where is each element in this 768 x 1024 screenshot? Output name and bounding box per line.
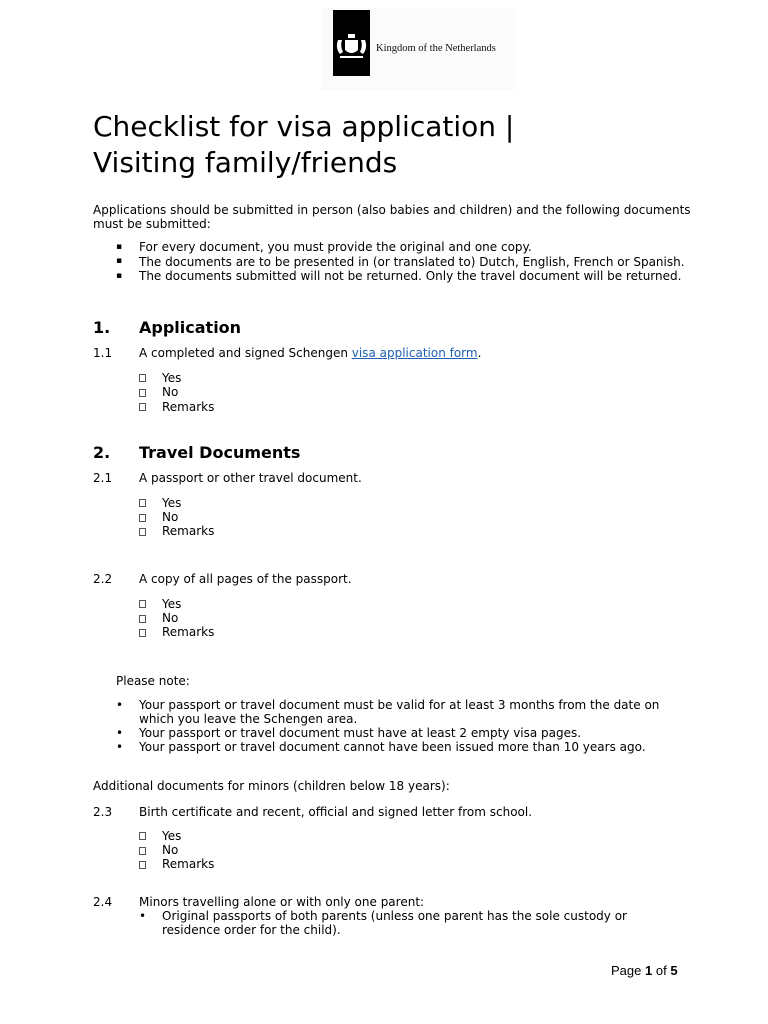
checkbox-2-1-yes[interactable]: [139, 499, 146, 507]
checkbox-2-1-no[interactable]: [139, 514, 146, 522]
option-no-label: No: [162, 385, 179, 399]
section-1-number: 1.: [93, 318, 111, 337]
bullet-icon: •: [139, 909, 147, 923]
section-2-title: Travel Documents: [139, 443, 301, 462]
note-bullet: Your passport or travel document must be valid for at least 3 months from the date on: [139, 698, 660, 712]
visa-application-form-link[interactable]: visa application form: [351, 346, 478, 360]
option-yes-label: Yes: [162, 829, 182, 843]
option-no-label: No: [162, 510, 179, 524]
option-remarks-label: Remarks: [162, 625, 215, 639]
item-2-1-text: A passport or other travel document.: [139, 471, 362, 485]
checkbox-2-2-yes[interactable]: [139, 600, 146, 608]
square-bullet-icon: ▪: [116, 271, 123, 281]
item-2-1-number: 2.1: [93, 471, 113, 485]
checkbox-1-1-no[interactable]: [139, 389, 146, 397]
page-word: Page: [611, 963, 642, 978]
coat-of-arms-icon: [333, 10, 370, 76]
intro-text-line-1: Applications should be submitted in person (also babies and children) and the following documents: [93, 203, 691, 217]
option-yes-label: Yes: [162, 597, 182, 611]
note-bullet-continued: which you leave the Schengen area.: [139, 712, 358, 726]
item-1-1-number: 1.1: [93, 346, 113, 360]
item-2-3-number: 2.3: [93, 805, 113, 819]
option-yes-label: Yes: [162, 371, 182, 385]
checkbox-1-1-remarks[interactable]: [139, 403, 146, 411]
item-2-3-text: Birth certificate and recent, official and signed letter from school.: [139, 805, 533, 819]
checkbox-2-3-remarks[interactable]: [139, 861, 146, 869]
square-bullet-icon: ▪: [116, 256, 123, 266]
checkbox-2-1-remarks[interactable]: [139, 528, 146, 536]
intro-bullet: The documents submitted will not be returned. Only the travel document will be returned.: [139, 269, 682, 283]
bullet-icon: •: [116, 726, 124, 740]
bullet-icon: •: [116, 740, 124, 754]
page-number: [611, 963, 678, 978]
checkbox-2-2-remarks[interactable]: [139, 629, 146, 637]
option-remarks-label: Remarks: [162, 400, 215, 414]
of-word: of: [655, 963, 667, 978]
item-2-2-number: 2.2: [93, 572, 113, 586]
section-1-title: Application: [139, 318, 242, 337]
option-no-label: No: [162, 843, 179, 857]
current-page: 1: [645, 963, 653, 978]
item-1-1-text-before: A completed and signed Schengen: [139, 346, 352, 360]
item-2-4-number: 2.4: [93, 895, 113, 909]
minors-heading: Additional documents for minors (children below 18 years):: [93, 779, 450, 793]
item-2-2-text: A copy of all pages of the passport.: [139, 572, 352, 586]
note-label: Please note:: [116, 674, 190, 688]
checkbox-2-2-no[interactable]: [139, 615, 146, 623]
page-title-line-1: Checklist for visa application |: [93, 110, 515, 143]
intro-bullet: For every document, you must provide the original and one copy.: [139, 240, 532, 254]
square-bullet-icon: ▪: [116, 242, 123, 252]
checkbox-2-3-no[interactable]: [139, 847, 146, 855]
intro-text-line-2: must be submitted:: [93, 217, 211, 231]
checkbox-2-3-yes[interactable]: [139, 832, 146, 840]
note-bullet: Your passport or travel document must have at least 2 empty visa pages.: [139, 726, 582, 740]
item-1-1-text-after: .: [477, 346, 482, 360]
intro-bullet: The documents are to be presented in (or translated to) Dutch, English, French or Spanish.: [139, 255, 685, 269]
item-2-4-bullet-continued: residence order for the child).: [162, 923, 341, 937]
item-2-4-bullet: Original passports of both parents (unless one parent has the sole custody or: [162, 909, 627, 923]
logo-text: Kingdom of the Netherlands: [376, 43, 496, 54]
item-2-4-text: Minors travelling alone or with only one parent:: [139, 895, 425, 909]
option-yes-label: Yes: [162, 496, 182, 510]
checkbox-1-1-yes[interactable]: [139, 374, 146, 382]
bullet-icon: •: [116, 698, 124, 712]
item-1-1-text: [139, 346, 481, 361]
note-bullet: Your passport or travel document cannot have been issued more than 10 years ago.: [139, 740, 646, 754]
page-title-line-2: Visiting family/friends: [93, 146, 398, 179]
option-no-label: No: [162, 611, 179, 625]
option-remarks-label: Remarks: [162, 524, 215, 538]
section-2-number: 2.: [93, 443, 111, 462]
total-pages: 5: [670, 963, 678, 978]
option-remarks-label: Remarks: [162, 857, 215, 871]
